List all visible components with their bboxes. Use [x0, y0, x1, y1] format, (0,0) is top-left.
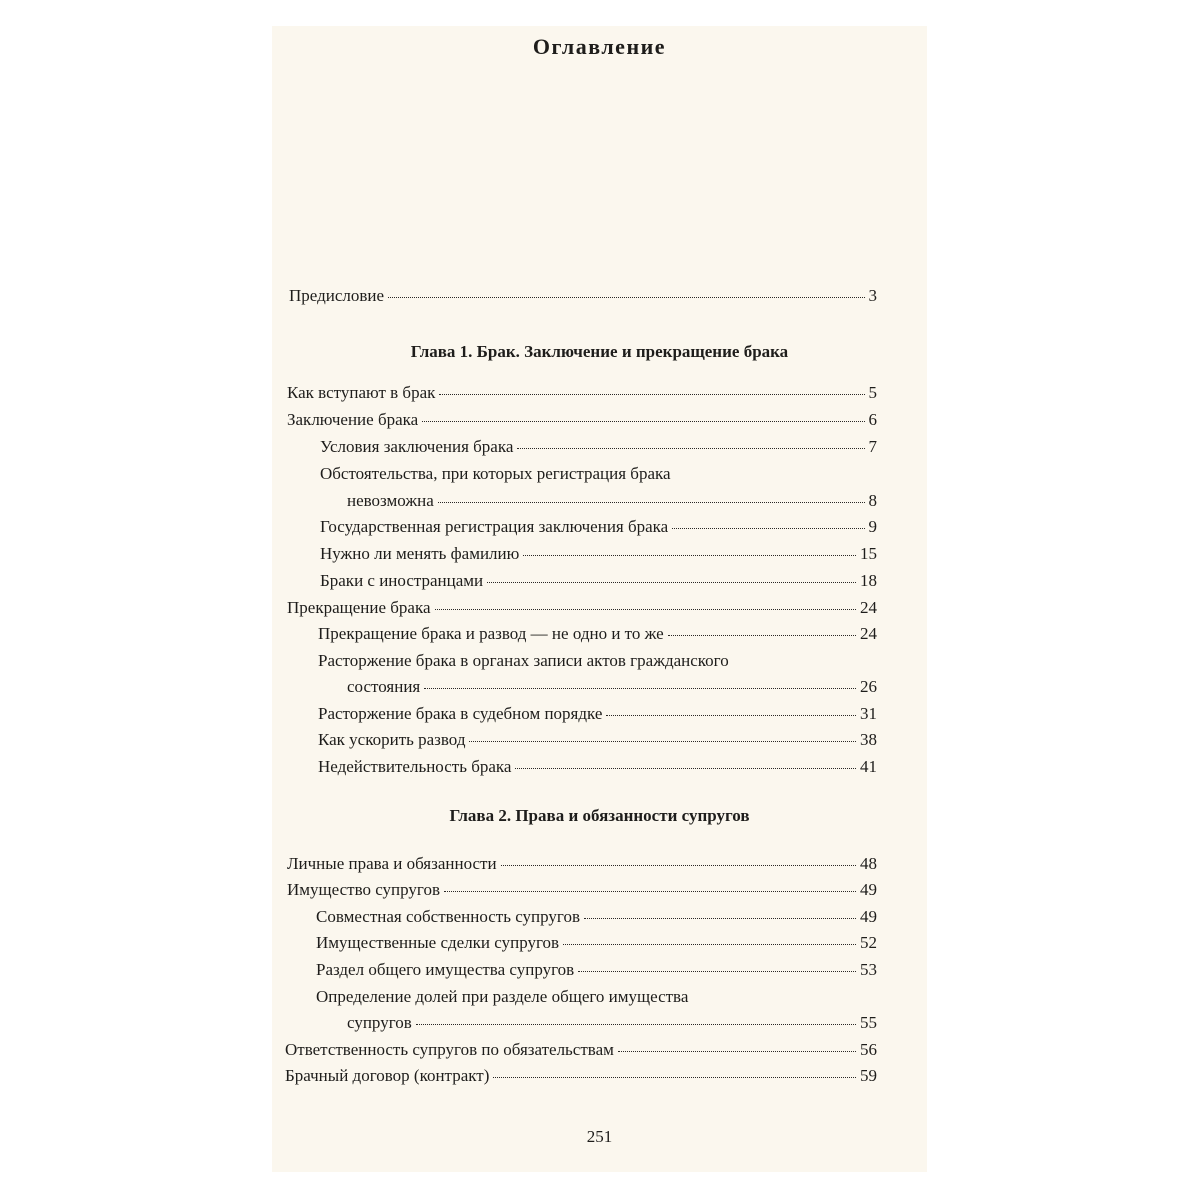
toc-entry-page: 41: [860, 757, 877, 776]
toc-entry-label: Как вступают в брак: [287, 383, 436, 402]
leader-dots: [515, 768, 856, 769]
toc-entry-label: Брачный договор (контракт): [285, 1066, 490, 1085]
toc-entry-state-registration: [320, 516, 877, 538]
toc-entry-label: Личные права и обязанности: [287, 854, 497, 873]
toc-entry-personal-rights: [287, 853, 877, 875]
toc-entry-label: Ответственность супругов по обязательствам: [285, 1040, 614, 1059]
toc-entry-page: 52: [860, 933, 877, 952]
toc-entry-invalidity: [318, 756, 877, 778]
leader-dots: [388, 297, 864, 298]
toc-entry-liability: [285, 1039, 877, 1061]
leader-dots: [563, 944, 856, 945]
toc-entry-label: Прекращение брака: [287, 598, 431, 617]
toc-entry-page: 18: [860, 571, 877, 590]
toc-entry-division: [316, 959, 877, 981]
chapter-2-title: Глава 2. Права и обязанности супругов: [449, 806, 750, 825]
toc-entry-label: состояния: [347, 677, 421, 696]
toc-entry-page: 55: [860, 1013, 877, 1032]
chapter-1-title: Глава 1. Брак. Заключение и прекращение брака: [410, 342, 789, 361]
leader-dots: [439, 394, 864, 395]
toc-entry-page: 5: [868, 383, 877, 402]
toc-entry-page: 31: [860, 704, 877, 723]
page-number: 251: [586, 1127, 613, 1146]
toc-entry-page: 53: [860, 960, 877, 979]
toc-entry-shares: [347, 1012, 877, 1034]
leader-dots: [606, 715, 856, 716]
toc-entry-label: Раздел общего имущества супругов: [316, 960, 575, 979]
toc-entry-page: 59: [860, 1066, 877, 1085]
book-page: [272, 26, 927, 1172]
toc-entry-registry-divorce: [347, 676, 877, 698]
toc-entry-page: 8: [868, 491, 877, 510]
toc-entry-page: 26: [860, 677, 877, 696]
toc-entry-page: 6: [868, 410, 877, 429]
toc-entry-property: [287, 879, 877, 901]
toc-entry-court-divorce: [318, 703, 877, 725]
leader-dots: [424, 688, 856, 689]
toc-entry-label: Условия заключения брака: [320, 437, 514, 456]
leader-dots: [444, 891, 856, 892]
toc-entry-label: Государственная регистрация заключения брака: [320, 517, 669, 536]
leader-dots: [618, 1051, 856, 1052]
leader-dots: [668, 635, 856, 636]
toc-entry-foreigners: [320, 570, 877, 592]
toc-entry-label: Расторжение брака в судебном порядке: [318, 704, 603, 723]
toc-entry-label: Заключение брака: [287, 410, 419, 429]
toc-entry-conditions: [320, 436, 877, 458]
leader-dots: [438, 502, 865, 503]
toc-entry-label: Имущество супругов: [287, 880, 440, 899]
leader-dots: [584, 918, 856, 919]
toc-entry-page: 24: [860, 598, 877, 617]
toc-entry-registry-divorce-line1: Расторжение брака в органах записи актов гражданского: [318, 651, 729, 670]
toc-entry-shares-line1: Определение долей при разделе общего имущества: [316, 987, 689, 1006]
toc-entry-termination: [287, 597, 877, 619]
leader-dots: [517, 448, 864, 449]
leader-dots: [435, 609, 857, 610]
toc-entry-joint-property: [316, 906, 877, 928]
toc-entry-page: 56: [860, 1040, 877, 1059]
toc-entry-label: Прекращение брака и развод — не одно и то же: [318, 624, 664, 643]
toc-entry-property-deals: [316, 932, 877, 954]
leader-dots: [493, 1077, 856, 1078]
toc-entry-circumstances-line1: Обстоятельства, при которых регистрация брака: [320, 464, 671, 483]
toc-entry-page: 49: [860, 880, 877, 899]
toc-entry-page: 48: [860, 854, 877, 873]
toc-entry-label: Предисловие: [289, 286, 385, 305]
leader-dots: [501, 865, 856, 866]
leader-dots: [523, 555, 856, 556]
toc-entry-marriage-conclusion: [287, 409, 877, 431]
leader-dots: [578, 971, 856, 972]
toc-entry-preface: [289, 285, 877, 307]
leader-dots: [469, 741, 856, 742]
toc-entry-label: Недействительность брака: [318, 757, 512, 776]
toc-entry-page: 7: [868, 437, 877, 456]
toc-entry-speed-divorce: [318, 729, 877, 751]
toc-entry-label: Нужно ли менять фамилию: [320, 544, 520, 563]
toc-entry-page: 38: [860, 730, 877, 749]
leader-dots: [422, 421, 864, 422]
leader-dots: [487, 582, 856, 583]
leader-dots: [672, 528, 864, 529]
toc-entry-label: невозможна: [347, 491, 434, 510]
toc-entry-label: супругов: [347, 1013, 412, 1032]
toc-entry-page: 24: [860, 624, 877, 643]
toc-entry-page: 49: [860, 907, 877, 926]
leader-dots: [416, 1024, 856, 1025]
toc-entry-label: Совместная собственность супругов: [316, 907, 580, 926]
toc-entry-page: 9: [868, 517, 877, 536]
toc-heading: Оглавление: [532, 34, 667, 59]
toc-entry-label: Как ускорить развод: [318, 730, 466, 749]
toc-entry-surname: [320, 543, 877, 565]
toc-entry-circumstances: [347, 490, 877, 512]
toc-entry-how-marry: [287, 382, 877, 404]
toc-entry-page: 15: [860, 544, 877, 563]
toc-entry-label: Имущественные сделки супругов: [316, 933, 560, 952]
toc-entry-termination-vs-divorce: [318, 623, 877, 645]
toc-entry-contract: [285, 1065, 877, 1087]
toc-entry-page: 3: [868, 286, 877, 305]
toc-entry-label: Браки с иностранцами: [320, 571, 484, 590]
